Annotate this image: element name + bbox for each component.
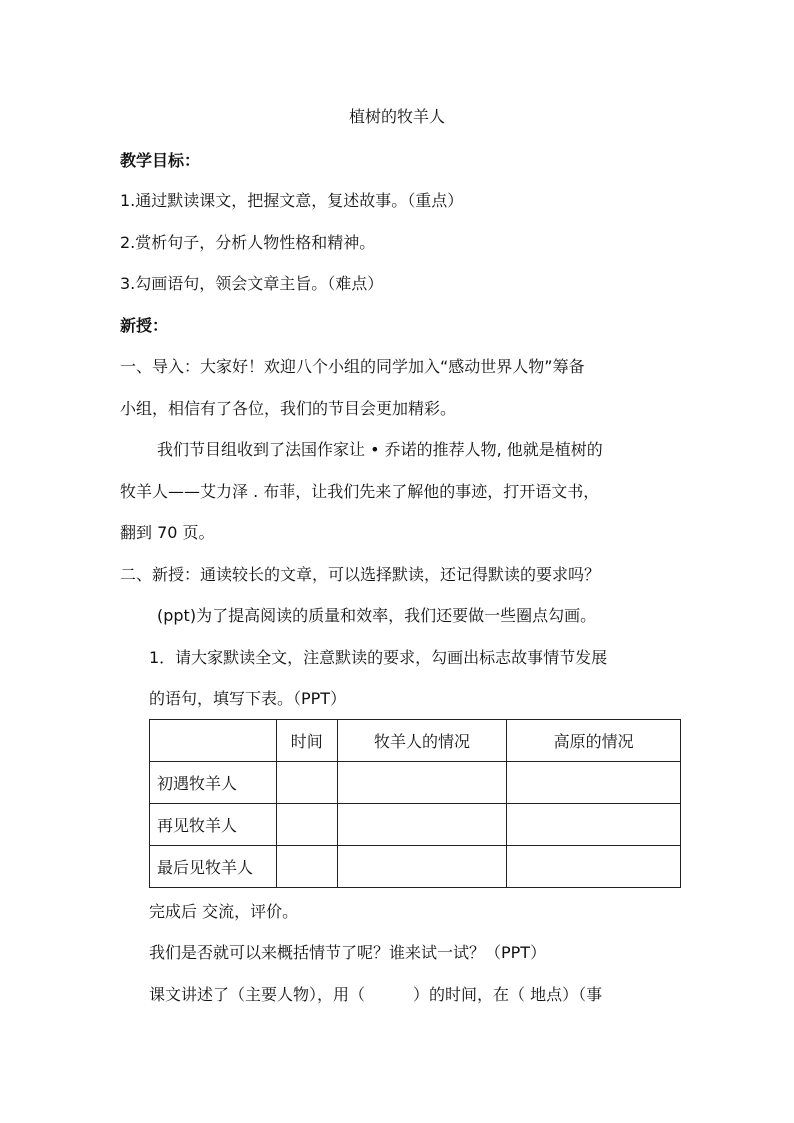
paragraph-1-line-2: 牧羊人——艾力泽 . 布菲，让我们先来了解他的事迹，打开语文书， [120, 482, 600, 501]
table-cell [276, 804, 337, 846]
table-row [150, 846, 681, 888]
goals-heading: 教学目标： [120, 151, 201, 170]
table-cell [276, 762, 337, 804]
task-1-line-2: 的语句，填写下表。（PPT） [149, 689, 347, 708]
intro-line-1: 一、导入：大家好！欢迎八个小组的同学加入“感动世界人物”筹备 [120, 357, 585, 376]
table-header-cell: 时间 [276, 720, 337, 762]
table-cell [507, 762, 681, 804]
section-2-line-1: 二、新授：通读较长的文章，可以选择默读，还记得默读的要求吗？ [120, 565, 601, 584]
goal-item-3: 3.勾画语句，领会文章主旨。（难点） [120, 274, 384, 293]
task-1-line-1: 1．请大家默读全文，注意默读的要求，勾画出标志故事情节发展 [149, 648, 608, 667]
goal-item-2: 2.赏析句子，分析人物性格和精神。 [120, 233, 376, 252]
section-2-line-2: (ppt)为了提高阅读的质量和效率，我们还要做一些圈点勾画。 [157, 606, 597, 625]
plot-table [149, 719, 681, 888]
paragraph-1-line-3: 翻到 70 页。 [120, 523, 215, 542]
goal-item-1: 1.通过默读课文，把握文意，复述故事。（重点） [120, 191, 464, 210]
new-heading: 新授： [120, 316, 169, 335]
table-row [150, 804, 681, 846]
question-line: 我们是否就可以来概括情节了呢？谁来试一试？（PPT） [149, 943, 547, 962]
table-row-label: 初遇牧羊人 [150, 762, 277, 804]
table-header-cell: 牧羊人的情况 [337, 720, 507, 762]
table-cell [507, 846, 681, 888]
table-header-cell [150, 720, 277, 762]
table-header-row [150, 720, 681, 762]
paragraph-1-line-1: 我们节目组收到了法国作家让 • 乔诺的推荐人物, 他就是植树的 [157, 440, 603, 459]
table-cell [337, 762, 507, 804]
table-row [150, 762, 681, 804]
table-cell [337, 804, 507, 846]
after-table-note: 完成后 交流，评价。 [149, 902, 299, 921]
table-cell [276, 846, 337, 888]
table-row-label: 再见牧羊人 [150, 804, 277, 846]
table-row-label: 最后见牧羊人 [150, 846, 277, 888]
intro-line-2: 小组，相信有了各位，我们的节目会更加精彩。 [120, 399, 457, 418]
summary-template-line: 课文讲述了（主要人物），用（ ）的时间，在（ 地点）（事 [149, 985, 603, 1004]
table-cell [507, 804, 681, 846]
document-title: 植树的牧羊人 [348, 107, 445, 126]
table-header-cell: 高原的情况 [507, 720, 681, 762]
table-cell [337, 846, 507, 888]
